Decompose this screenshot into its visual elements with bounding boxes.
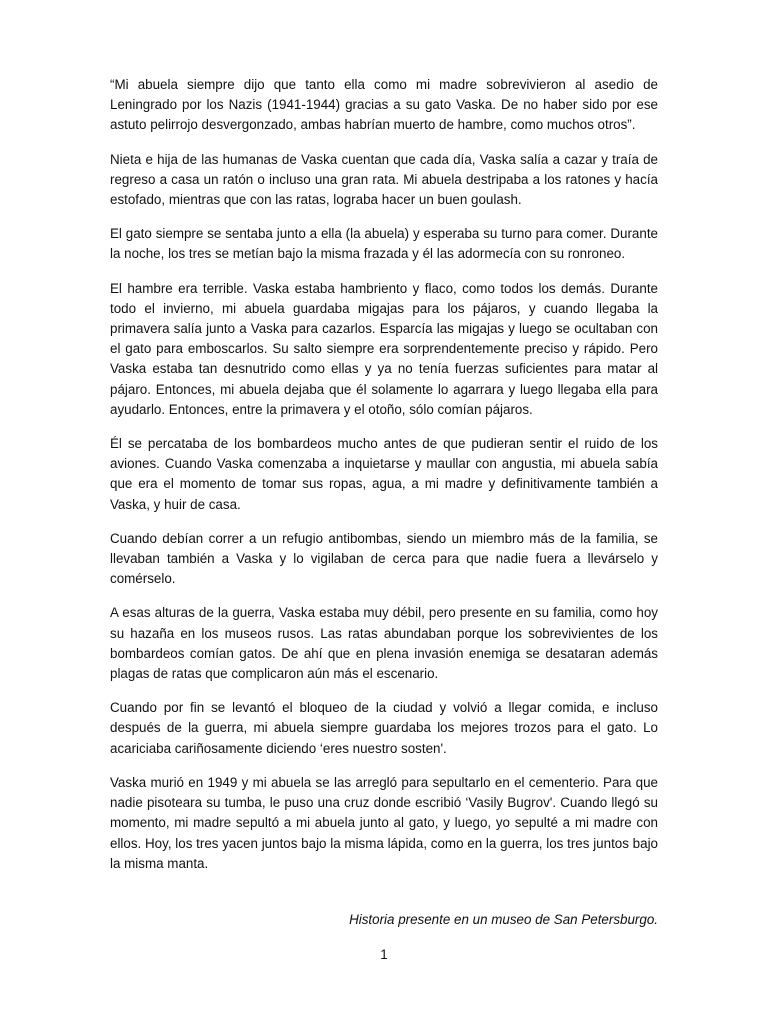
paragraph-9: Vaska murió en 1949 y mi abuela se las arregló para sepultarlo en el cementerio. Para que nadie pisoteara su tumba, le puso una cruz donde escribió ‘Vasily Bugrov'. Cuando llegó su momento, mi madre sepultó a mi abuela junto al gato, y luego, yo sepulté a mi madre con ellos. Hoy, los tres yacen juntos bajo la misma lápida, como en la guerra, los tres juntos bajo la misma manta.	[110, 774, 658, 871]
page-number: 1	[380, 947, 388, 962]
paragraph-4: El hambre era terrible. Vaska estaba hambriento y flaco, como todos los demás. Durante todo el invierno, mi abuela guardaba migajas para los pájaros, y cuando llegaba la primavera salía junto a Vaska para cazarlos. Esparcía las migajas y luego se ocultaban con el gato para emboscarlos. Su salto siempre era sorprendentemente preciso y rápido. Pero Vaska estaba tan desnutrido como ellas y ya no tenía fuerzas suficientes para matar al pájaro. Entonces, mi abuela dejaba que él solamente lo agarrara y luego llegaba ella para ayudarlo. Entonces, entre la primavera y el otoño, sólo comían pájaros.	[110, 280, 658, 417]
attribution: Historia presente en un museo de San Petersburgo.	[349, 911, 658, 927]
paragraph-6: Cuando debían correr a un refugio antibombas, siendo un miembro más de la familia, se llevaban también a Vaska y lo vigilaban de cerca para que nadie fuera a llevárselo y comérselo.	[110, 530, 658, 587]
document-body	[110, 75, 658, 943]
paragraph-2: Nieta e hija de las humanas de Vaska cuentan que cada día, Vaska salía a cazar y traía de regreso a casa un ratón o incluso una gran rata. Mi abuela destripaba a los ratones y hacía estofado, mientras que con las ratas, lograba hacer un buen goulash.	[110, 151, 658, 208]
paragraph-8: Cuando por fin se levantó el bloqueo de la ciudad y volvió a llegar comida, e incluso después de la guerra, mi abuela siempre guardaba los mejores trozos para el gato. Lo acariciaba cariñosamente diciendo ‘eres nuestro sosten'.	[110, 700, 658, 756]
paragraph-3: El gato siempre se sentaba junto a ella (la abuela) y esperaba su turno para comer. Durante la noche, los tres se metían bajo la misma frazada y él las adormecía con su ronroneo.	[110, 226, 658, 262]
paragraph-7: A esas alturas de la guerra, Vaska estaba muy débil, pero presente en su familia, como hoy su hazaña en los museos rusos. Las ratas abundaban porque los sobrevivientes de los bombardeos comían gatos. De ahí que en plena invasión enemiga se desataran además plagas de ratas que complicaron aún más el escenario.	[110, 605, 658, 682]
paragraph-5: Él se percataba de los bombardeos mucho antes de que pudieran sentir el ruido de los aviones. Cuando Vaska comenzaba a inquietarse y maullar con angustia, mi abuela sabía que era el momento de tomar sus ropas, agua, a mi madre y definitivamente también a Vaska, y huir de casa.	[110, 436, 658, 512]
paragraph-1: “Mi abuela siempre dijo que tanto ella como mi madre sobrevivieron al asedio de Leningrado por los Nazis (1941-1944) gracias a su gato Vaska. De no haber sido por ese astuto pelirrojo desvergonzado, ambas habrían muerto de hambre, como muchos otros”.	[110, 77, 658, 133]
